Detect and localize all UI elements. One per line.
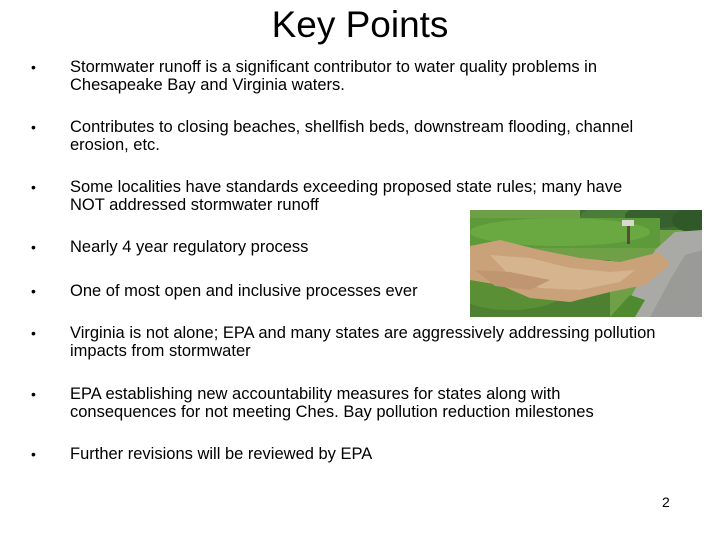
bullet-text: Further revisions will be reviewed by EPA <box>70 445 373 463</box>
bullet-text: EPA establishing new accountability measures for states along with consequences for not meeting Ches. Bay pollution reduction milestones <box>70 385 594 421</box>
bullet-text: Stormwater runoff is a significant contributor to water quality problems in Chesapeake Bay and Virginia waters. <box>70 58 598 94</box>
bullet-dot: • <box>31 446 36 462</box>
bullet-dot: • <box>31 239 36 255</box>
bullet-dot: • <box>31 283 36 299</box>
runoff-photo-graphic <box>470 210 702 317</box>
page-number: 2 <box>662 494 670 510</box>
slide-title: Key Points <box>271 4 449 45</box>
bullet-text: Virginia is not alone; EPA and many states are aggressively addressing pollution impacts from stormwater <box>70 324 656 360</box>
bullet-text: Contributes to closing beaches, shellfish beds, downstream flooding, channel erosion, etc. <box>70 118 634 154</box>
bullet-text: One of most open and inclusive processes ever <box>70 282 418 300</box>
stormwater-runoff-photo <box>470 210 702 317</box>
bullet-text: Nearly 4 year regulatory process <box>70 238 309 256</box>
bullet-dot: • <box>31 119 36 135</box>
bullet-text: Some localities have standards exceeding proposed state rules; many have NOT addressed stormwater runoff <box>70 178 623 214</box>
bullet-dot: • <box>31 386 36 402</box>
bullet-dot: • <box>31 325 36 341</box>
bullet-dot: • <box>31 179 36 195</box>
bullet-dot: • <box>31 59 36 75</box>
